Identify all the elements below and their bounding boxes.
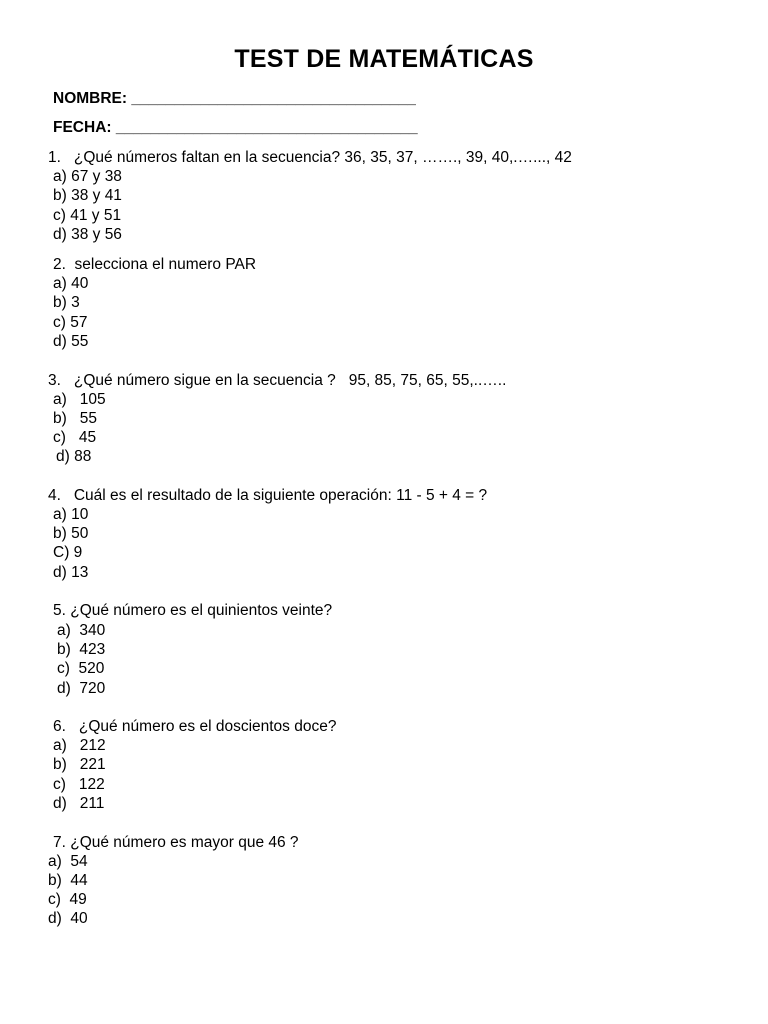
answer-option[interactable]: a) 67 y 38 [53,168,122,185]
answer-option[interactable]: c) 57 [53,314,88,331]
document-title: TEST DE MATEMÁTICAS [234,45,534,73]
answer-option[interactable]: c) 45 [53,429,97,446]
question-text: 1. ¿Qué números faltan en la secuencia? 36, 35, 37, ……., 39, 40,.…..., 42 [48,149,572,166]
answer-option[interactable]: a) 10 [53,506,89,523]
answer-option[interactable]: b) 55 [53,410,97,427]
answer-option[interactable]: a) 340 [57,622,106,639]
answer-option[interactable]: c) 122 [53,776,105,793]
answer-option[interactable]: d) 40 [48,910,88,927]
answer-option[interactable]: a) 54 [48,853,88,870]
question-text: 5. ¿Qué número es el quinientos veinte? [53,602,333,619]
question-text: 7. ¿Qué número es mayor que 46 ? [53,834,299,851]
answer-option[interactable]: c) 41 y 51 [53,207,122,224]
date-field[interactable]: FECHA: ___________________________________ [53,119,418,136]
answer-option[interactable]: b) 3 [53,294,80,311]
answer-option[interactable]: a) 40 [53,275,89,292]
answer-option[interactable]: a) 212 [53,737,106,754]
answer-option[interactable]: b) 423 [57,641,106,658]
question-text: 3. ¿Qué número sigue en la secuencia ? 95, 85, 75, 65, 55,..….. [48,372,507,389]
answer-option[interactable]: d) 720 [57,680,106,697]
answer-option[interactable]: c) 49 [48,891,87,908]
answer-option[interactable]: b) 221 [53,756,106,773]
answer-option[interactable]: b) 50 [53,525,89,542]
question-text: 6. ¿Qué número es el doscientos doce? [53,718,337,735]
answer-option[interactable]: c) 520 [57,660,105,677]
answer-option[interactable]: d) 55 [53,333,89,350]
answer-option[interactable]: d) 38 y 56 [53,226,122,243]
question-text: 4. Cuál es el resultado de la siguiente operación: 11 - 5 + 4 = ? [48,487,488,504]
answer-option[interactable]: C) 9 [53,544,83,561]
answer-option[interactable]: b) 38 y 41 [53,187,122,204]
answer-option[interactable]: d) 211 [53,795,105,812]
answer-option[interactable]: d) 13 [53,564,89,581]
question-text: 2. selecciona el numero PAR [53,256,257,273]
answer-option[interactable]: a) 105 [53,391,106,408]
name-field[interactable]: NOMBRE: _________________________________ [53,90,416,107]
answer-option[interactable]: b) 44 [48,872,88,889]
answer-option[interactable]: d) 88 [56,448,92,465]
